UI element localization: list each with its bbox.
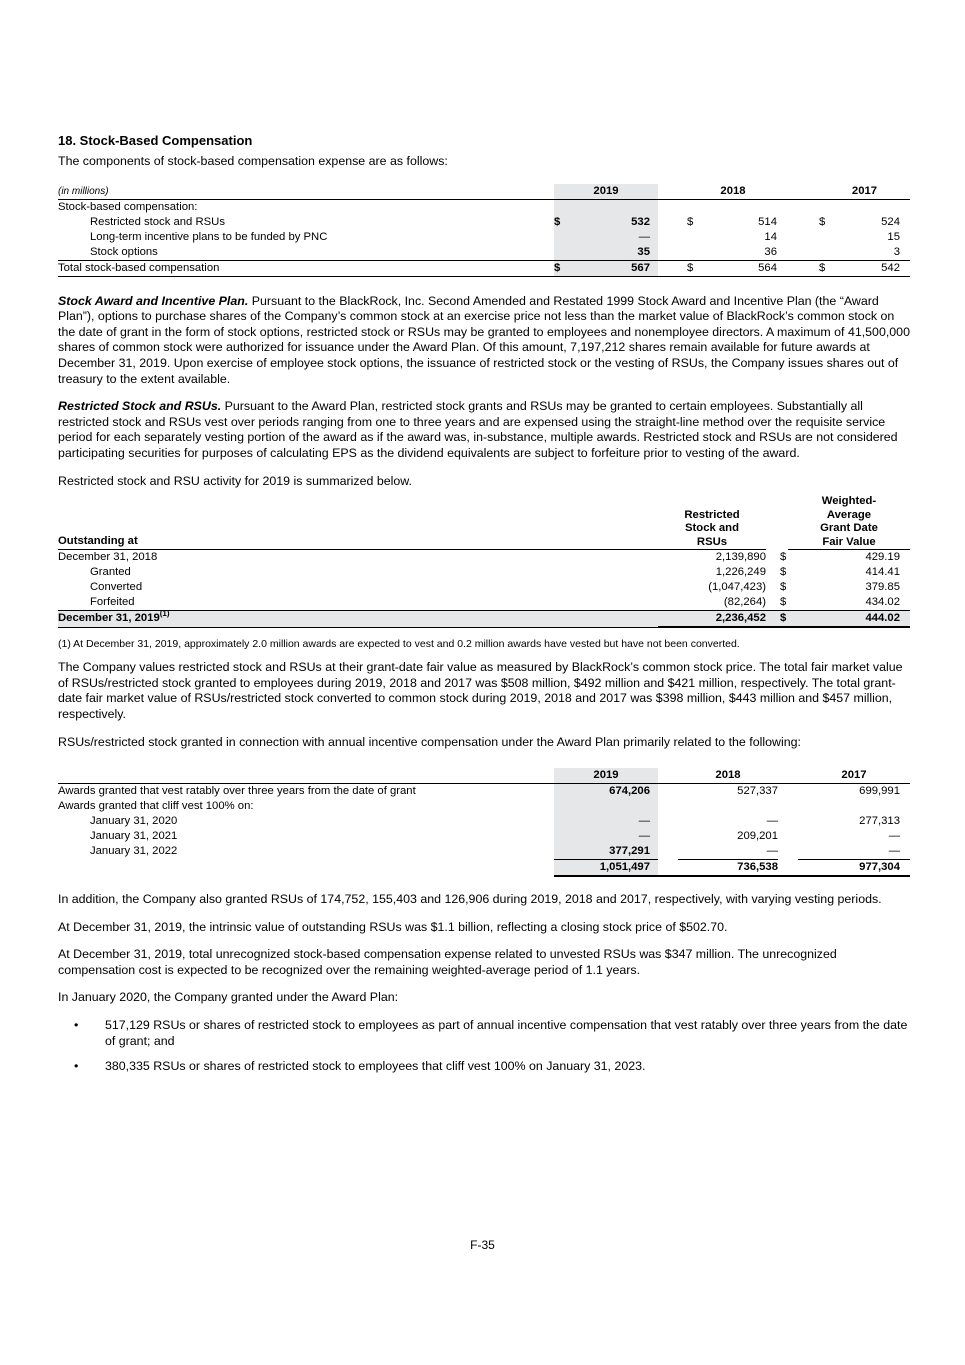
value-2018: — (766, 815, 778, 828)
header-line: Weighted- (821, 495, 877, 508)
table-row (58, 199, 910, 215)
table-row (58, 784, 910, 800)
value-2019: — (554, 814, 658, 829)
paragraph-lead: Stock Award and Incentive Plan. (58, 293, 249, 308)
currency-symbol: $ (819, 215, 826, 228)
document-page (58, 133, 910, 1085)
row-label (58, 611, 658, 628)
row-label: Stock options (58, 245, 554, 261)
currency-symbol: $ (554, 215, 566, 230)
value-2017: — (888, 830, 900, 843)
value-2018: 564 (699, 260, 779, 276)
units-value: 2,236,452 (658, 611, 766, 628)
value-2019: — (566, 230, 658, 245)
fair-value: 429.19 (865, 551, 900, 564)
row-label: Restricted stock and RSUs (90, 215, 225, 228)
table-header-row (58, 184, 910, 200)
units-value: 2,139,890 (715, 551, 766, 564)
total-row (58, 260, 910, 276)
table-row (58, 230, 910, 245)
list-item-text: 517,129 RSUs or shares of restricted stock to employees as part of annual incentive compensation that vest ratably over three years from the date of grant; and (105, 1018, 908, 1048)
unit-label: (in millions) (58, 184, 554, 200)
bullet-icon: • (74, 1059, 79, 1074)
bullet-icon: • (74, 1018, 79, 1033)
value-2019: — (554, 829, 658, 844)
header-line: RSUs (696, 535, 728, 548)
table-row (58, 595, 910, 611)
granted-intro-paragraph: RSUs/restricted stock granted in connection with annual incentive compensation under the Award Plan primarily related to the following: (58, 734, 801, 749)
paragraph-text: Pursuant to the Award Plan, restricted stock grants and RSUs may be granted to certain employees. Substantially all restricted stock and RSUs vest over periods ranging from one to three years and are expensed using the straight-line method over the requisite service period for each separately vesting portion of the award as if the award was, in-substance, multiple awards. Restricted stock and RSUs are not considered participating securities for purposes of calculating EPS as the dividend equivalents are subject to forfeiture prior to vesting of the award. (58, 399, 898, 460)
value-2017: 542 (831, 260, 910, 276)
total-2019: 1,051,497 (554, 860, 658, 877)
header-line: Stock and (685, 522, 739, 535)
rsu-activity-table (58, 495, 910, 628)
value-2019: 674,206 (554, 784, 658, 800)
fair-value: 434.02 (788, 595, 910, 611)
header-line: Grant Date (820, 522, 878, 535)
table-row (58, 565, 910, 580)
paragraph-text: Pursuant to the BlackRock, Inc. Second Amended and Restated 1999 Stock Award and Incentive Plan (the “Award Plan”), options to purchase shares of the Company’s common stock at an exercise price not less than the market value of BlackRock’s common stock on the date of grant in the form of stock options, restricted stock or RSUs may be granted to employees and nonemployee directors. A maximum of 41,500,000 shares of common stock were authorized for issuance under the Award Plan. Of this amount, 7,197,212 shares remain available for future awards at December 31, 2019. Upon exercise of employee stock options, the issuance of restricted stock or the vesting of RSUs, the Company issues shares out of treasury to the extent available. (58, 293, 910, 386)
value-2018: 14 (764, 230, 777, 243)
value-2017: 15 (887, 230, 900, 243)
year-header: 2017 (819, 184, 910, 200)
table-row (58, 580, 910, 595)
footnote-ref: (1) (159, 609, 170, 619)
year-header: 2017 (798, 768, 910, 784)
table-row (58, 844, 910, 860)
table-row (58, 215, 910, 230)
currency-symbol: $ (554, 260, 566, 276)
year-header: 2019 (554, 184, 658, 200)
grant-bullet-list (58, 1018, 910, 1075)
value-2019: 567 (566, 260, 658, 276)
paragraph-lead: Restricted Stock and RSUs. (58, 399, 222, 414)
column-header: Outstanding at (58, 495, 658, 550)
value-2018: 36 (699, 245, 779, 261)
units-value: (82,264) (658, 595, 766, 611)
table-header-row (58, 495, 910, 550)
units-value: 1,226,249 (715, 566, 766, 579)
total-row (58, 860, 910, 877)
row-label: Converted (90, 581, 143, 594)
row-label: Total stock-based compensation (58, 260, 554, 276)
value-2017: 3 (831, 245, 910, 261)
fair-value-column-header (788, 495, 910, 550)
fair-value: 379.85 (865, 581, 900, 594)
currency-symbol: $ (780, 566, 787, 579)
row-label: January 31, 2020 (90, 815, 178, 828)
row-label: Awards granted that cliff vest 100% on: (58, 800, 254, 813)
value-2018: — (678, 844, 778, 860)
unrecognized-expense-paragraph: At December 31, 2019, total unrecognized stock-based compensation expense related to unvested RSUs was $347 million. The unrecognized compensation cost is expected to be recognized over the remaining weighted-average period of 1.1 years. (58, 947, 837, 977)
list-item (58, 1018, 910, 1049)
currency-symbol: $ (780, 550, 787, 563)
value-2018: 514 (758, 215, 777, 228)
units-value: (1,047,423) (708, 581, 766, 594)
intrinsic-value-paragraph: At December 31, 2019, the intrinsic value of outstanding RSUs was $1.1 billion, reflecting a closing stock price of $502.70. (58, 919, 728, 934)
currency-symbol: $ (780, 581, 787, 594)
table-row (58, 799, 910, 814)
value-2019: 377,291 (554, 844, 658, 860)
january-2020-paragraph: In January 2020, the Company granted under the Award Plan: (58, 990, 399, 1005)
currency-symbol: $ (819, 260, 831, 276)
activity-paragraph: Restricted stock and RSU activity for 2019 is summarized below. (58, 473, 412, 488)
award-plan-paragraph (58, 294, 910, 388)
addition-paragraph: In addition, the Company also granted RSUs of 174,752, 155,403 and 126,906 during 2019, 2018 and 2017, respectively, with varying vesting periods. (58, 892, 882, 907)
row-label: December 31, 2018 (58, 551, 158, 564)
fair-value-paragraph: The Company values restricted stock and RSUs at their grant-date fair value as measured by BlackRock’s common stock price. The total fair market value of RSUs/restricted stock granted to employees during 2019, 2018 and 2017 was $508 million, $492 million and $421 million, respectively. The total grant-date fair market value of RSUs/restricted stock converted to common stock during 2019, 2018 and 2017 was $398 million, $443 million and $457 million, respectively. (58, 660, 903, 721)
value-2017: 699,991 (859, 785, 900, 798)
value-2017: — (798, 844, 910, 860)
currency-symbol: $ (687, 260, 699, 276)
header-line: Restricted (684, 508, 740, 521)
total-row (58, 611, 910, 628)
value-2019: 532 (566, 215, 658, 230)
year-header: 2019 (554, 768, 658, 784)
total-label: December 31, 2019 (58, 612, 160, 625)
fair-value: 414.41 (865, 566, 900, 579)
year-header: 2018 (678, 768, 778, 784)
rsu-grants-table (58, 768, 910, 877)
restricted-stock-paragraph (58, 399, 910, 461)
currency-symbol: $ (766, 595, 788, 611)
row-label: Stock-based compensation: (58, 200, 198, 213)
intro-paragraph: The components of stock-based compensation expense are as follows: (58, 154, 448, 168)
total-2018: 736,538 (678, 860, 778, 877)
table-row (58, 814, 910, 829)
currency-symbol: $ (766, 611, 788, 628)
currency-symbol: $ (687, 215, 694, 228)
page-number: F-35 (470, 1238, 495, 1252)
row-label: Awards granted that vest ratably over three years from the date of grant (58, 785, 416, 798)
list-item (58, 1059, 910, 1075)
table-header-row (58, 768, 910, 784)
table-row (58, 245, 910, 261)
section-heading: 18. Stock-Based Compensation (58, 133, 253, 148)
value-2018: 209,201 (737, 830, 778, 843)
total-2017: 977,304 (798, 860, 910, 877)
year-header: 2018 (687, 184, 779, 200)
row-label: Forfeited (58, 595, 658, 611)
compensation-expense-table (58, 184, 910, 277)
value-2017: 277,313 (859, 815, 900, 828)
table-row (58, 829, 910, 844)
fair-value: 444.02 (788, 611, 910, 628)
header-line: Fair Value (822, 535, 876, 548)
header-line: Average (826, 508, 872, 521)
value-2019: 35 (566, 245, 658, 261)
value-2017: 524 (881, 215, 900, 228)
value-2018: 527,337 (737, 785, 778, 798)
row-label: January 31, 2022 (90, 845, 178, 858)
units-column-header (658, 495, 766, 550)
list-item-text: 380,335 RSUs or shares of restricted stock to employees that cliff vest 100% on January 31, 2023. (105, 1059, 646, 1074)
row-label: January 31, 2021 (90, 830, 178, 843)
footnote: (1) At December 31, 2019, approximately 2.0 million awards are expected to vest and 0.2 million awards have vested but have not been converted. (58, 638, 740, 651)
table-row (58, 550, 910, 566)
row-label: Granted (90, 566, 131, 579)
row-label: Long-term incentive plans to be funded by PNC (90, 230, 328, 243)
